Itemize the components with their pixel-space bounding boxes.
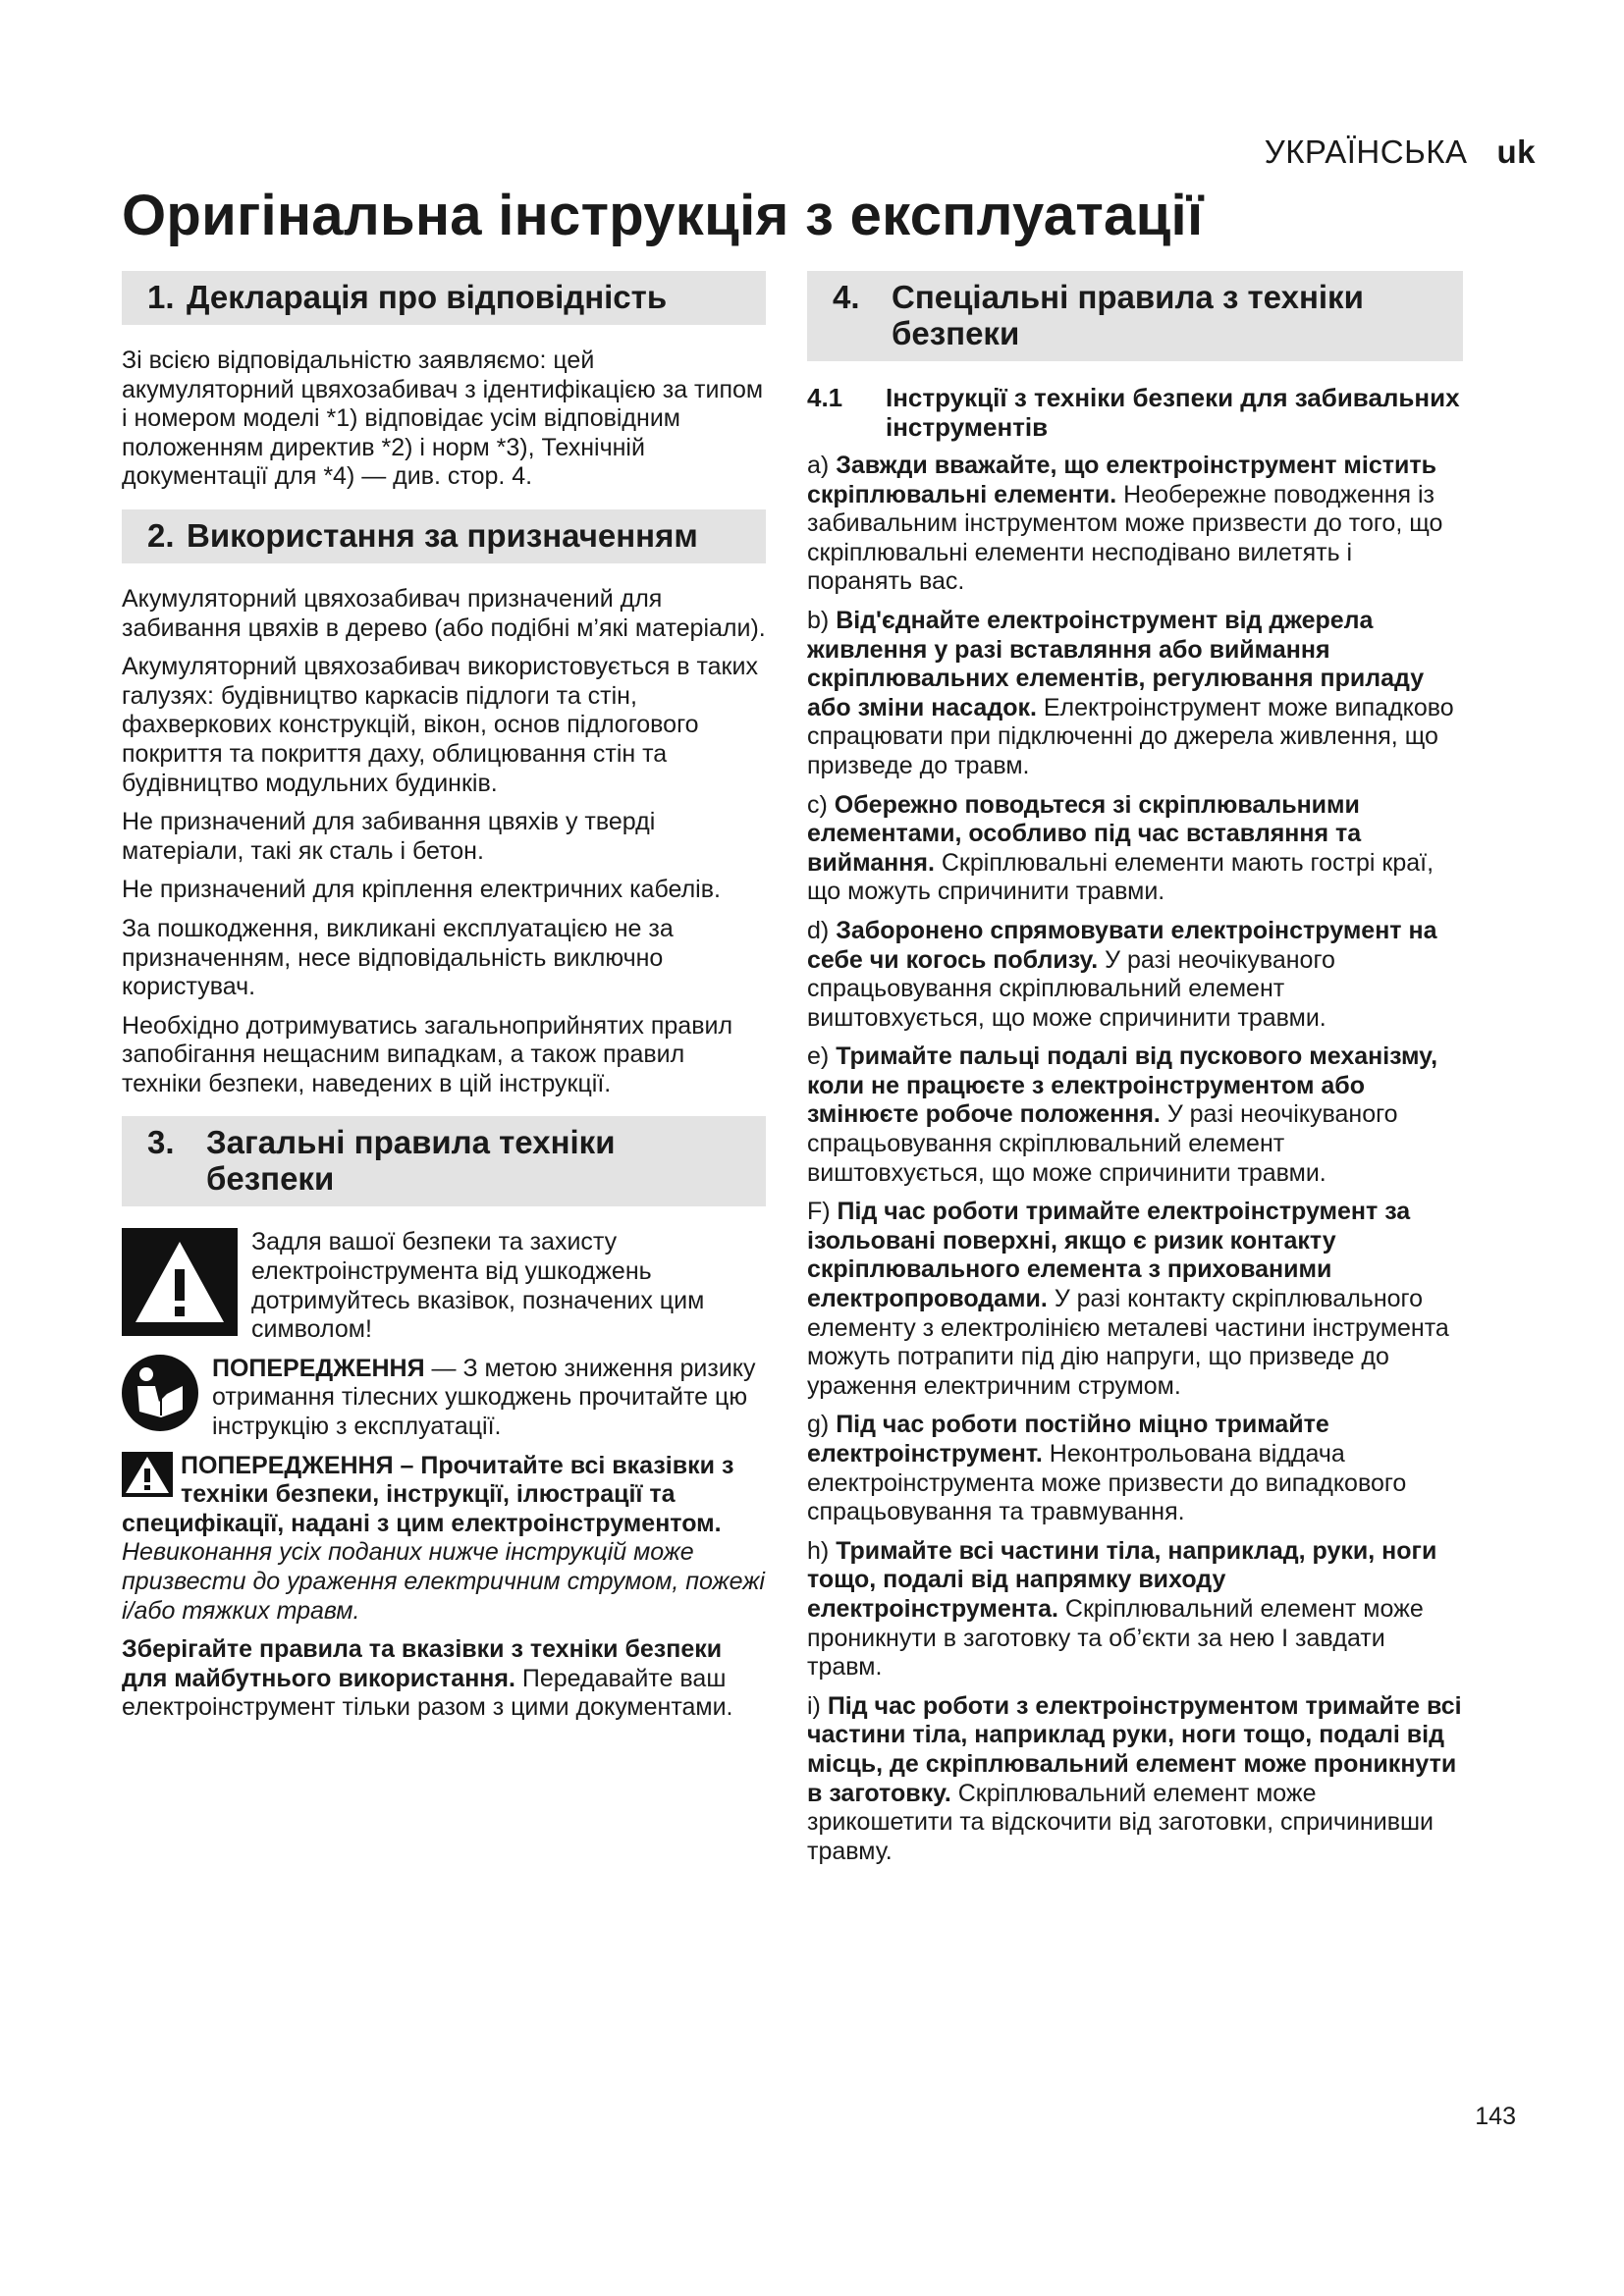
- safety-item-g: [807, 1411, 1463, 1526]
- item-label: d): [807, 916, 837, 944]
- section-title: Декларація про відповідність: [187, 279, 668, 315]
- safety-item-c: [807, 791, 1463, 907]
- item-bold: Тримайте всі частини тіла, наприклад, руки, ноги тощо, подалі від напрямку виходу електроінструмента.: [807, 1536, 1437, 1623]
- item-text: Скріплювальний елемент може проникнути в заготовку та об’єкти за нею І завдати травм.: [807, 1594, 1424, 1682]
- paragraph: Акумуляторний цвяхозабивач призначений для забивання цвяхів в дерево (або подібні м’які матеріали).: [122, 584, 766, 642]
- section-number: 2.: [147, 516, 175, 554]
- item-text: У разі неочікуваного спрацьовування скріплювальний елемент виштовхується, що може спричинити травми.: [807, 1100, 1398, 1187]
- left-column: [122, 271, 766, 1733]
- right-column: [807, 271, 1463, 1876]
- section-title: Спеціальні правила з техніки безпеки: [892, 279, 1364, 351]
- section-4-heading: [807, 271, 1463, 361]
- item-label: F): [807, 1198, 838, 1226]
- item-text: Необережне поводження із забивальним інструментом може призвести до того, що скріплювальні елементи несподівано вилетять і поранять вас.: [807, 480, 1443, 596]
- item-text: Неконтрольована віддача електроінструмента може призвести до випадкового спрацьовування та травмування.: [807, 1440, 1407, 1526]
- item-label: i): [807, 1691, 828, 1720]
- read-manual-row: [122, 1355, 766, 1442]
- subsection-4-1-heading: [807, 383, 1463, 442]
- symbol-text: Задля вашої безпеки та захисту електроінструмента від ушкоджень дотримуйтесь вказівок, позначених цим символом!: [251, 1228, 705, 1344]
- section-number: 1.: [147, 279, 175, 315]
- item-text: У разі неочікуваного спрацьовування скріплювальний елемент виштовхується, що може спричинити травми.: [807, 945, 1335, 1032]
- item-bold: Тримайте пальці подалі від пускового механізму, коли не працюєте з електроінструментом або змінюєте робоче положення.: [807, 1042, 1438, 1129]
- section-title: Використання за призначенням: [187, 516, 698, 554]
- item-text: Скріплювальні елементи мають гострі краї, що можуть спричинити травми.: [807, 848, 1435, 906]
- paragraph: Не призначений для кріплення електричних кабелів.: [122, 876, 721, 904]
- warning-read-all: [122, 1452, 766, 1627]
- warning-bold-text: ПОПЕРЕДЖЕННЯ – Прочитайте всі вказівки з техніки безпеки, інструкції, ілюстрації та специфікації, надані з цим електроінструментом.: [122, 1451, 734, 1537]
- language-label: УКРАЇНСЬКА: [1264, 133, 1468, 170]
- subsection-title: Інструкції з техніки безпеки для забивальних інструментів: [886, 383, 1460, 442]
- item-text: У разі контакту скріплювального елементу з електролінією металеві частини інструмента можуть потрапити під дію напруги, що призведе до ураження електричним струмом.: [807, 1285, 1449, 1400]
- item-bold: Від'єднайте електроінструмент від джерела живлення у разі вставляння або виймання скріплювальних елементів, регулювання приладу або зміни насадок.: [807, 606, 1425, 721]
- paragraph: Не призначений для забивання цвяхів у тверді матеріали, такі як сталь і бетон.: [122, 808, 656, 865]
- section-number: 4.: [833, 279, 860, 315]
- safety-item-f: [807, 1198, 1463, 1401]
- item-bold: Обережно поводьтеся зі скріплювальними елементами, особливо під час вставляння та виймання.: [807, 790, 1362, 877]
- warning-text: — З метою зниження ризику отримання тілесних ушкоджень прочитайте цю інструкцію з експлуатації.: [212, 1354, 756, 1441]
- section-number: 3.: [147, 1124, 175, 1161]
- safety-item-d: [807, 917, 1463, 1033]
- safety-item-b: [807, 607, 1463, 781]
- declaration-text: Зі всією відповідальністю заявляємо: цей акумуляторний цвяхозабивач з ідентифікацією за типом і номером моделі *1) відповідає усім відповідним положенням директив *2) і норм *3), Технічній документації для *4) — див. стор. 4.: [122, 347, 764, 491]
- item-label: b): [807, 606, 837, 634]
- warning-small-icon: [122, 1452, 173, 1497]
- safety-item-i: [807, 1692, 1463, 1867]
- warning-italic-text: Невиконання усіх поданих нижче інструкцій може призвести до ураження електричним струмом, пожежі і/або тяжких травм.: [122, 1538, 765, 1625]
- item-bold: Під час роботи з електроінструментом тримайте всі частини тіла, наприклад руки, ноги тощо, подалі від місць, де скріплювальний елемент може проникнути в заготовку.: [807, 1691, 1462, 1807]
- section-3-heading: [122, 1116, 766, 1206]
- warning-read-manual: [212, 1355, 766, 1442]
- section-1-heading: [122, 271, 766, 325]
- item-bold: Завжди вважайте, що електроінструмент містить скріплювальні елементи.: [807, 452, 1436, 508]
- item-text: Скріплювальний елемент може зрикошетити та відскочити від заготовки, спричинивши травму.: [807, 1779, 1435, 1865]
- warning-label: ПОПЕРЕДЖЕННЯ: [212, 1354, 425, 1382]
- paragraph: Акумуляторний цвяхозабивач використовується в таких галузях: будівництво каркасів підлоги та стін, фахверкових конструкцій, вікон, основ підлогового покриття та покриття даху, облицювання стін та будівництво модульних будинків.: [122, 653, 758, 797]
- keep-bold-text: Зберігайте правила та вказівки з техніки безпеки для майбутнього використання.: [122, 1635, 723, 1692]
- item-text: Електроінструмент може випадково спрацювати при підключенні до джерела живлення, що призведе до травм.: [807, 693, 1454, 779]
- item-label: c): [807, 790, 835, 819]
- section-title: Загальні правила техніки безпеки: [206, 1124, 616, 1198]
- item-bold: Під час роботи постійно міцно тримайте електроінструмент.: [807, 1411, 1329, 1468]
- item-label: g): [807, 1411, 837, 1439]
- item-label: e): [807, 1042, 837, 1071]
- safety-item-h: [807, 1537, 1463, 1682]
- item-label: h): [807, 1536, 837, 1565]
- paragraph: За пошкодження, викликані експлуатацією не за призначенням, несе відповідальність виключно користувач.: [122, 914, 674, 1001]
- safety-symbol-row: [122, 1228, 766, 1344]
- read-manual-icon: [122, 1355, 198, 1431]
- language-header: [1265, 133, 1536, 171]
- item-bold: Заборонено спрямовувати електроінструмент на себе чи когось поблизу.: [807, 916, 1437, 974]
- keep-instructions: [122, 1635, 766, 1723]
- paragraph: Необхідно дотримуватись загальноприйнятих правил запобігання нещасним випадкам, а також правил техніки безпеки, наведених в цій інструкції.: [122, 1011, 733, 1097]
- section-2-heading: [122, 509, 766, 563]
- safety-item-a: [807, 452, 1463, 597]
- page-number: 143: [1475, 2103, 1516, 2130]
- safety-item-e: [807, 1042, 1463, 1188]
- item-label: a): [807, 452, 837, 479]
- warning-triangle-icon: [122, 1228, 238, 1336]
- subsection-number: 4.1: [807, 383, 843, 412]
- keep-text: Передавайте ваш електроінструмент тільки разом з цими документами.: [122, 1664, 733, 1722]
- language-code: uk: [1496, 133, 1536, 170]
- item-bold: Під час роботи тримайте електроінструмент за ізольовані поверхні, якщо є ризик контакту скріплювального елемента з прихованими електропроводами.: [807, 1198, 1411, 1313]
- page-title: Оригінальна інструкція з експлуатації: [122, 184, 1204, 247]
